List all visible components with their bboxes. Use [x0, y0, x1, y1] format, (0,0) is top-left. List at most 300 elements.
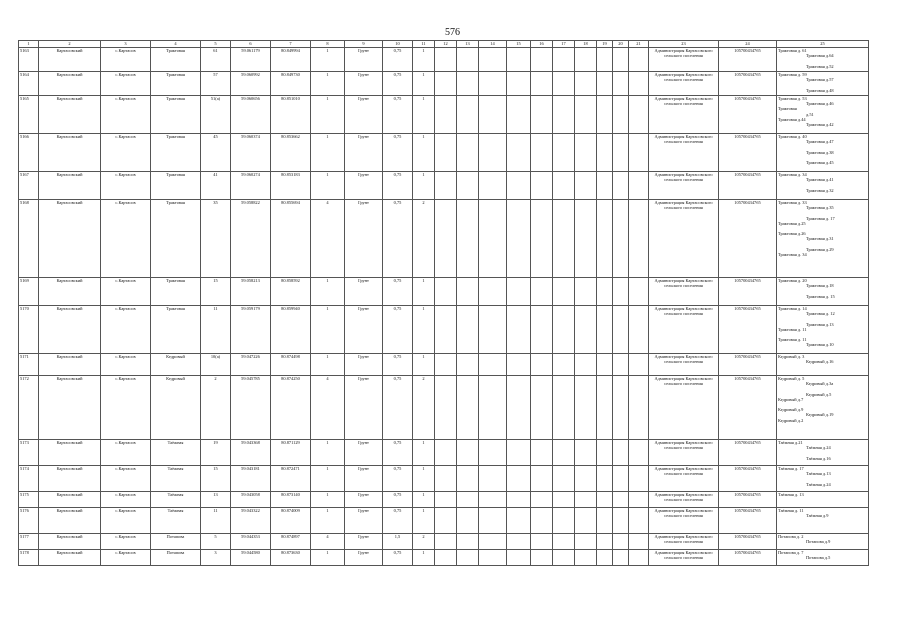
- district-cell: Картасовский: [39, 48, 101, 72]
- house-cell: 45: [201, 134, 231, 172]
- area-cell: 0,75: [383, 72, 413, 96]
- lat-cell: 59.060374: [231, 134, 271, 172]
- area-cell: 0,75: [383, 492, 413, 508]
- lat-cell: 59.043368: [231, 440, 271, 466]
- address-line: Трактовая д.29: [806, 246, 834, 252]
- village-cell: с.Картасов: [101, 96, 151, 134]
- lon-cell: 80.851010: [271, 96, 311, 134]
- street-cell: Таёжная: [151, 492, 201, 508]
- header-cell: 9: [345, 41, 383, 48]
- empty-cell: [575, 134, 597, 172]
- empty-cell: [575, 72, 597, 96]
- empty-cell: [479, 440, 507, 466]
- street-cell: Потапова: [151, 550, 201, 566]
- row-id: 5174: [19, 466, 39, 492]
- empty-cell: [553, 376, 575, 440]
- empty-cell: [575, 200, 597, 278]
- containers-cell: 1: [413, 508, 435, 534]
- empty-cell: [597, 354, 613, 376]
- lon-cell: 80.855694: [271, 200, 311, 278]
- count-cell: 4: [311, 376, 345, 440]
- lon-cell: 80.873630: [271, 550, 311, 566]
- ogrn-cell: 1057004347б5: [719, 96, 777, 134]
- owner-cell: Администрация Картасовского сельского поселения: [649, 550, 719, 566]
- empty-cell: [575, 534, 597, 550]
- table-row: [19, 200, 869, 278]
- empty-cell: [507, 354, 531, 376]
- empty-cell: [629, 466, 649, 492]
- owner-cell: Администрация Картасовского сельского поселения: [649, 134, 719, 172]
- area-cell: 0,75: [383, 376, 413, 440]
- district-cell: Картасовский: [39, 96, 101, 134]
- address-line: Потапова д. 7: [778, 550, 804, 555]
- village-cell: с.Картасов: [101, 278, 151, 306]
- containers-cell: 1: [413, 492, 435, 508]
- header-cell: 3: [101, 41, 151, 48]
- header-cell: 24: [719, 41, 777, 48]
- surface-cell: Грунт: [345, 550, 383, 566]
- ogrn-cell: 1057004347б5: [719, 550, 777, 566]
- empty-cell: [435, 48, 457, 72]
- area-cell: 0,75: [383, 440, 413, 466]
- house-cell: 15: [201, 278, 231, 306]
- row-id: 5173: [19, 440, 39, 466]
- address-line: Трактовая д. 34: [778, 172, 807, 177]
- owner-cell: Администрация Картасовского сельского поселения: [649, 278, 719, 306]
- surface-cell: Грунт: [345, 48, 383, 72]
- address-line: Трактовая д. 34: [778, 252, 807, 258]
- empty-cell: [435, 278, 457, 306]
- page-number: 576: [445, 27, 460, 38]
- lat-cell: 59.060274: [231, 172, 271, 200]
- area-cell: 0,75: [383, 306, 413, 354]
- address-line: Трактовая д.64: [806, 53, 834, 59]
- header-cell: 18: [575, 41, 597, 48]
- row-id: 5176: [19, 508, 39, 534]
- empty-cell: [479, 508, 507, 534]
- empty-cell: [629, 492, 649, 508]
- empty-cell: [435, 96, 457, 134]
- empty-cell: [553, 96, 575, 134]
- lon-cell: 80.858592: [271, 278, 311, 306]
- empty-cell: [613, 466, 629, 492]
- empty-cell: [553, 440, 575, 466]
- header-cell: 20: [613, 41, 629, 48]
- street-cell: Трактовая: [151, 72, 201, 96]
- header-cell: 10: [383, 41, 413, 48]
- empty-cell: [479, 534, 507, 550]
- empty-cell: [613, 134, 629, 172]
- empty-cell: [435, 200, 457, 278]
- empty-cell: [597, 492, 613, 508]
- row-id: 5172: [19, 376, 39, 440]
- district-cell: Картасовский: [39, 172, 101, 200]
- count-cell: 1: [311, 48, 345, 72]
- area-cell: 0,75: [383, 48, 413, 72]
- lat-cell: 59.047226: [231, 354, 271, 376]
- surface-cell: Грунт: [345, 72, 383, 96]
- empty-cell: [457, 134, 479, 172]
- empty-cell: [597, 134, 613, 172]
- empty-cell: [575, 278, 597, 306]
- empty-cell: [629, 200, 649, 278]
- empty-cell: [613, 534, 629, 550]
- row-id: 5166: [19, 134, 39, 172]
- district-cell: Картасовский: [39, 200, 101, 278]
- row-id: 5175: [19, 492, 39, 508]
- owner-cell: Администрация Картасовского сельского поселения: [649, 354, 719, 376]
- street-cell: Трактовая: [151, 172, 201, 200]
- empty-cell: [531, 306, 553, 354]
- surface-cell: Грунт: [345, 534, 383, 550]
- addresses-cell: [777, 534, 869, 550]
- empty-cell: [531, 134, 553, 172]
- district-cell: Картасовский: [39, 72, 101, 96]
- empty-cell: [575, 354, 597, 376]
- row-id: 5177: [19, 534, 39, 550]
- header-cell: 14: [479, 41, 507, 48]
- table-row: [19, 466, 869, 492]
- area-cell: 0,75: [383, 508, 413, 534]
- empty-cell: [629, 550, 649, 566]
- empty-cell: [597, 200, 613, 278]
- empty-cell: [531, 534, 553, 550]
- owner-cell: Администрация Картасовского сельского поселения: [649, 72, 719, 96]
- street-cell: Трактовая: [151, 48, 201, 72]
- count-cell: 1: [311, 354, 345, 376]
- table-row: [19, 376, 869, 440]
- owner-cell: Администрация Картасовского сельского поселения: [649, 306, 719, 354]
- table-row: [19, 354, 869, 376]
- empty-cell: [575, 48, 597, 72]
- street-cell: Таёжная: [151, 466, 201, 492]
- area-cell: 0,75: [383, 134, 413, 172]
- count-cell: 1: [311, 306, 345, 354]
- addresses-cell: [777, 278, 869, 306]
- ogrn-cell: 1057004347б5: [719, 134, 777, 172]
- empty-cell: [575, 466, 597, 492]
- address-line: Кедровый д. 5: [778, 376, 805, 381]
- empty-cell: [435, 508, 457, 534]
- empty-cell: [553, 534, 575, 550]
- empty-cell: [435, 492, 457, 508]
- addresses-cell: [777, 440, 869, 466]
- address-line: Трактовая д.10: [806, 342, 834, 348]
- address-line: Трактовая д.13: [806, 321, 834, 327]
- empty-cell: [553, 306, 575, 354]
- address-line: Трактовая д.41: [806, 177, 834, 183]
- empty-cell: [457, 354, 479, 376]
- address-line: Кедровый д. 3: [778, 354, 805, 359]
- street-cell: Потапова: [151, 534, 201, 550]
- empty-cell: [479, 354, 507, 376]
- empty-cell: [597, 96, 613, 134]
- empty-cell: [507, 96, 531, 134]
- owner-cell: Администрация Картасовского сельского поселения: [649, 466, 719, 492]
- district-cell: Картасовский: [39, 466, 101, 492]
- ogrn-cell: 1057004347б5: [719, 492, 777, 508]
- empty-cell: [435, 376, 457, 440]
- area-cell: 0,75: [383, 354, 413, 376]
- empty-cell: [457, 534, 479, 550]
- empty-cell: [531, 492, 553, 508]
- lon-cell: 80.874250: [271, 376, 311, 440]
- surface-cell: Грунт: [345, 508, 383, 534]
- containers-cell: 1: [413, 306, 435, 354]
- containers-cell: 2: [413, 534, 435, 550]
- lat-cell: 59.061179: [231, 48, 271, 72]
- district-cell: Картасовский: [39, 134, 101, 172]
- address-line: Потапова д.5: [806, 555, 831, 561]
- empty-cell: [435, 172, 457, 200]
- empty-cell: [575, 96, 597, 134]
- empty-cell: [507, 72, 531, 96]
- house-cell: 2: [201, 376, 231, 440]
- header-cell: 15: [507, 41, 531, 48]
- empty-cell: [575, 550, 597, 566]
- surface-cell: Грунт: [345, 466, 383, 492]
- address-line: Трактовая д.26: [778, 231, 806, 237]
- lat-cell: 59.058213: [231, 278, 271, 306]
- containers-cell: 1: [413, 354, 435, 376]
- owner-cell: Администрация Картасовского сельского поселения: [649, 440, 719, 466]
- address-line: Трактовая д.35: [806, 205, 834, 211]
- table-row: [19, 550, 869, 566]
- village-cell: с.Картасов: [101, 440, 151, 466]
- empty-cell: [553, 172, 575, 200]
- address-line: Таёжная д.24: [806, 481, 831, 487]
- containers-cell: 2: [413, 376, 435, 440]
- address-line: Трактовая д.31: [806, 236, 834, 242]
- count-cell: 4: [311, 534, 345, 550]
- address-line: Трактовая д.52: [806, 63, 834, 69]
- table-row: [19, 48, 869, 72]
- surface-cell: Грунт: [345, 172, 383, 200]
- lon-cell: 80.874498: [271, 354, 311, 376]
- surface-cell: Грунт: [345, 200, 383, 278]
- header-cell: 16: [531, 41, 553, 48]
- empty-cell: [553, 492, 575, 508]
- address-line: Трактовая д. 40: [778, 134, 807, 139]
- containers-cell: 1: [413, 96, 435, 134]
- address-line: Трактовая д.18: [806, 283, 834, 289]
- empty-cell: [613, 376, 629, 440]
- empty-cell: [553, 134, 575, 172]
- empty-cell: [629, 306, 649, 354]
- lon-cell: 80.859940: [271, 306, 311, 354]
- header-cell: 21: [629, 41, 649, 48]
- street-cell: Кедровый: [151, 354, 201, 376]
- empty-cell: [597, 172, 613, 200]
- address-line: Трактовая д. 11: [778, 337, 807, 343]
- empty-cell: [629, 72, 649, 96]
- address-line: Кедровый д.19: [806, 412, 834, 418]
- empty-cell: [457, 550, 479, 566]
- village-cell: с.Картасов: [101, 492, 151, 508]
- empty-cell: [457, 200, 479, 278]
- ogrn-cell: 1057004347б5: [719, 278, 777, 306]
- empty-cell: [435, 306, 457, 354]
- empty-cell: [613, 200, 629, 278]
- village-cell: с.Картасов: [101, 550, 151, 566]
- district-cell: Картасовский: [39, 508, 101, 534]
- addresses-cell: [777, 508, 869, 534]
- house-cell: 11: [201, 306, 231, 354]
- header-cell: 11: [413, 41, 435, 48]
- lon-cell: 80.873140: [271, 492, 311, 508]
- empty-cell: [629, 376, 649, 440]
- address-line: Таёжная д.9: [806, 513, 829, 519]
- address-line: Трактовая д.38: [806, 149, 834, 155]
- house-cell: 10(а): [201, 354, 231, 376]
- empty-cell: [531, 550, 553, 566]
- address-line: Трактовая д. 33: [778, 200, 807, 205]
- count-cell: 1: [311, 96, 345, 134]
- table-row: [19, 306, 869, 354]
- table-row: [19, 492, 869, 508]
- owner-cell: Администрация Картасовского сельского поселения: [649, 534, 719, 550]
- empty-cell: [597, 508, 613, 534]
- lat-cell: 59.058822: [231, 200, 271, 278]
- empty-cell: [507, 134, 531, 172]
- empty-cell: [629, 508, 649, 534]
- empty-cell: [553, 354, 575, 376]
- address-line: Таёжная д. 11: [778, 508, 804, 513]
- empty-cell: [531, 466, 553, 492]
- lat-cell: 59.060656: [231, 96, 271, 134]
- empty-cell: [629, 354, 649, 376]
- empty-cell: [479, 48, 507, 72]
- empty-cell: [597, 306, 613, 354]
- empty-cell: [507, 508, 531, 534]
- lon-cell: 80.849730: [271, 72, 311, 96]
- address-line: Потапова д. 2: [778, 534, 804, 539]
- street-cell: Трактовая: [151, 278, 201, 306]
- empty-cell: [613, 48, 629, 72]
- empty-cell: [507, 492, 531, 508]
- empty-cell: [597, 278, 613, 306]
- containers-cell: 1: [413, 278, 435, 306]
- empty-cell: [597, 48, 613, 72]
- area-cell: 0,75: [383, 278, 413, 306]
- empty-cell: [553, 550, 575, 566]
- house-cell: 51(а): [201, 96, 231, 134]
- empty-cell: [479, 492, 507, 508]
- owner-cell: Администрация Картасовского сельского поселения: [649, 376, 719, 440]
- empty-cell: [531, 440, 553, 466]
- empty-cell: [597, 72, 613, 96]
- empty-cell: [457, 508, 479, 534]
- ogrn-cell: 1057004347б5: [719, 354, 777, 376]
- table-row: [19, 134, 869, 172]
- ogrn-cell: 1057004347б5: [719, 48, 777, 72]
- address-line: Трактовая д.25: [778, 220, 806, 226]
- surface-cell: Грунт: [345, 306, 383, 354]
- ogrn-cell: 1057004347б5: [719, 72, 777, 96]
- empty-cell: [507, 172, 531, 200]
- addresses-cell: [777, 172, 869, 200]
- address-line: Таёжная д.13: [806, 471, 831, 477]
- house-cell: 15: [201, 466, 231, 492]
- address-line: Трактовая д. 15: [806, 293, 835, 299]
- count-cell: 1: [311, 508, 345, 534]
- empty-cell: [613, 440, 629, 466]
- empty-cell: [597, 550, 613, 566]
- containers-cell: 1: [413, 466, 435, 492]
- row-id: 5163: [19, 48, 39, 72]
- lat-cell: 59.044353: [231, 534, 271, 550]
- address-line: Кедровый д.3а: [806, 381, 834, 387]
- address-line: Трактовая д.47: [806, 139, 834, 145]
- area-cell: 1,5: [383, 534, 413, 550]
- empty-cell: [435, 534, 457, 550]
- village-cell: с.Картасов: [101, 134, 151, 172]
- empty-cell: [479, 466, 507, 492]
- empty-cell: [613, 72, 629, 96]
- street-cell: Трактовая: [151, 134, 201, 172]
- addresses-cell: [777, 200, 869, 278]
- empty-cell: [531, 48, 553, 72]
- empty-cell: [507, 200, 531, 278]
- ogrn-cell: 1057004347б5: [719, 376, 777, 440]
- street-cell: Трактовая: [151, 200, 201, 278]
- empty-cell: [553, 48, 575, 72]
- row-id: 5167: [19, 172, 39, 200]
- registry-table: [18, 40, 869, 566]
- empty-cell: [457, 306, 479, 354]
- empty-cell: [629, 48, 649, 72]
- row-id: 5178: [19, 550, 39, 566]
- village-cell: с.Картасов: [101, 72, 151, 96]
- header-cell: 17: [553, 41, 575, 48]
- empty-cell: [479, 96, 507, 134]
- row-id: 5168: [19, 200, 39, 278]
- empty-cell: [629, 440, 649, 466]
- empty-cell: [575, 376, 597, 440]
- lat-cell: 59.059179: [231, 306, 271, 354]
- address-line: Трактовая д.45: [806, 160, 834, 166]
- table-row: [19, 172, 869, 200]
- empty-cell: [613, 96, 629, 134]
- empty-cell: [613, 278, 629, 306]
- house-cell: 13: [201, 492, 231, 508]
- address-line: Трактовая д.57: [806, 77, 834, 83]
- lat-cell: 59.045785: [231, 376, 271, 440]
- lon-cell: 80.871129: [271, 440, 311, 466]
- empty-cell: [597, 534, 613, 550]
- surface-cell: Грунт: [345, 440, 383, 466]
- header-cell: 5: [201, 41, 231, 48]
- empty-cell: [531, 354, 553, 376]
- village-cell: с.Картасов: [101, 172, 151, 200]
- surface-cell: Грунт: [345, 492, 383, 508]
- addresses-cell: [777, 306, 869, 354]
- address-line: Кедровый д.2: [778, 417, 804, 423]
- house-cell: 41: [201, 172, 231, 200]
- containers-cell: 1: [413, 134, 435, 172]
- owner-cell: Администрация Картасовского сельского поселения: [649, 508, 719, 534]
- surface-cell: Грунт: [345, 134, 383, 172]
- containers-cell: 1: [413, 72, 435, 96]
- count-cell: 1: [311, 278, 345, 306]
- addresses-cell: [777, 96, 869, 134]
- address-line: Кедровый д.7: [778, 396, 804, 402]
- empty-cell: [629, 278, 649, 306]
- address-line: Трактовая д.46: [806, 101, 834, 107]
- empty-cell: [531, 376, 553, 440]
- lon-cell: 80.853183: [271, 172, 311, 200]
- count-cell: 1: [311, 492, 345, 508]
